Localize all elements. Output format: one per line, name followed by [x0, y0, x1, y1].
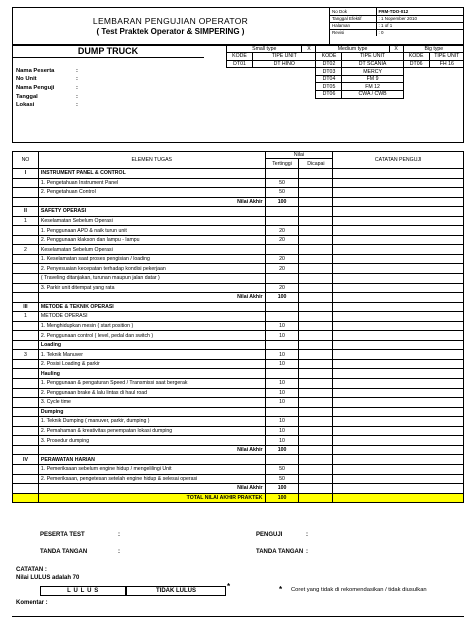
nilai-tertinggi: 10	[265, 331, 299, 341]
task-element: 1. Teknik Manuver	[38, 350, 265, 360]
nilai-dicapai-cell	[299, 188, 333, 198]
nilai-tertinggi: 10	[265, 350, 299, 360]
nilai-tertinggi: 10	[265, 379, 299, 389]
nilai-dicapai-cell	[299, 388, 333, 398]
nilai-akhir-label: Nilai Akhir	[38, 484, 265, 494]
table-row	[13, 312, 464, 322]
row-number	[13, 445, 39, 455]
field-label-nama-penguji: Nama Penguji	[16, 85, 55, 91]
nilai-dicapai-cell	[299, 235, 333, 245]
total-label: TOTAL NILAI AKHIR PRAKTEK	[38, 493, 265, 503]
docinfo-label: Tanggal Efektif	[330, 15, 376, 22]
field-colon: :	[76, 94, 78, 100]
table-row	[13, 398, 464, 408]
task-element: 2. Penggunaan klakson dan lampu - lampu	[38, 235, 265, 245]
table-row	[13, 474, 464, 484]
nilai-akhir-label: Nilai Akhir	[38, 445, 265, 455]
kode-header: KODE	[403, 53, 429, 61]
nilai-dicapai-cell	[299, 426, 333, 436]
task-element: 1. Penggunaan APD & naik turun unit	[38, 226, 265, 236]
table-row	[13, 226, 464, 236]
task-element: 2. Pemeriksaan, pengetesan setelah engine hidup & selesai operasi	[38, 474, 265, 484]
lulus-label: L U L U S	[67, 588, 99, 594]
nilai-dicapai-cell	[299, 369, 333, 379]
nilai-tertinggi: 10	[265, 436, 299, 446]
table-row	[13, 235, 464, 245]
task-element: Dumping	[38, 407, 265, 417]
nilai-tertinggi	[265, 312, 299, 322]
table-row	[13, 464, 464, 474]
table-row	[13, 407, 464, 417]
row-number	[13, 331, 39, 341]
task-element: 1. Penggunaan & pengaturan Speed / Transmissi saat bergerak	[38, 379, 265, 389]
x-mark: X	[302, 45, 316, 53]
nilai-tertinggi	[265, 369, 299, 379]
table-row	[13, 359, 464, 369]
peserta-test-label: PESERTA TEST	[40, 532, 85, 538]
task-element: 2. Pemahaman & kreativitas penempatan lokasi dumping	[38, 426, 265, 436]
medium-type-label: Medium type	[316, 45, 389, 53]
vehicle-code: DT04	[316, 75, 342, 83]
row-number	[13, 274, 39, 284]
row-number	[13, 464, 39, 474]
nilai-tertinggi	[265, 455, 299, 465]
row-number	[13, 426, 39, 436]
vehicle-code: DT06	[316, 91, 342, 99]
catatan-penguji-cell	[333, 350, 464, 360]
task-element: Loading	[38, 340, 265, 350]
nilai-dicapai-cell	[299, 484, 333, 494]
catatan-penguji-cell	[333, 188, 464, 198]
docinfo-value: : 0	[376, 29, 463, 36]
task-element: 2. Penggunaan control ( level, pedal dan switch )	[38, 331, 265, 341]
task-element: 3. Prosedur dumping	[38, 436, 265, 446]
column-header-elemen: ELEMEN TUGAS	[38, 152, 265, 169]
row-number	[13, 407, 39, 417]
nilai-tertinggi: 50	[265, 188, 299, 198]
docinfo-value: FRM-TDO-012	[376, 8, 463, 15]
catatan-penguji-cell	[333, 445, 464, 455]
row-number	[13, 226, 39, 236]
star-mark: *	[279, 585, 283, 594]
nilai-dicapai-cell	[299, 178, 333, 188]
row-number: 2	[13, 245, 39, 255]
row-number	[13, 417, 39, 427]
row-number	[13, 235, 39, 245]
tipe-unit-header: TIPE UNIT	[429, 53, 464, 61]
catatan-penguji-cell	[333, 178, 464, 188]
nilai-dicapai-cell	[299, 169, 333, 179]
nilai-dicapai-cell	[299, 293, 333, 303]
nilai-tertinggi: 20	[265, 283, 299, 293]
assessment-table	[12, 151, 464, 503]
column-header-catatan: CATATAN PENGUJI	[333, 152, 464, 169]
form-subtitle: ( Test Praktek Operator & SIMPERING )	[96, 27, 245, 36]
row-number: 1	[13, 312, 39, 322]
nilai-dicapai-cell	[299, 464, 333, 474]
row-number	[13, 369, 39, 379]
field-colon: :	[76, 68, 78, 74]
document-info-table	[330, 8, 463, 36]
tanda-tangan-peserta-label: TANDA TANGAN	[40, 549, 88, 555]
field-colon: :	[76, 76, 78, 82]
catatan-penguji-cell	[333, 216, 464, 226]
field-colon: :	[76, 85, 78, 91]
field-label-tanggal: Tanggal	[16, 94, 38, 100]
signoff-colon: :	[118, 549, 120, 555]
row-number	[13, 321, 39, 331]
catatan-penguji-cell	[333, 359, 464, 369]
penguji-label: PENGUJI	[256, 532, 283, 538]
nilai-dicapai-cell	[299, 493, 333, 503]
nilai-dicapai-cell	[299, 264, 333, 274]
tanda-tangan-penguji-label: TANDA TANGAN	[256, 549, 304, 555]
task-element: 2. Penggunaan brake & lalu lintas di haul road	[38, 388, 265, 398]
row-number	[13, 388, 39, 398]
nilai-tertinggi: 50	[265, 474, 299, 484]
task-element: 3. Cycle time	[38, 398, 265, 408]
nilai-dicapai-cell	[299, 407, 333, 417]
task-element: 2. Posisi Loading & parkir	[38, 359, 265, 369]
table-row	[13, 254, 464, 264]
vehicle-code: DT06	[403, 60, 429, 68]
nilai-dicapai-cell	[299, 197, 333, 207]
table-row	[13, 350, 464, 360]
table-row	[13, 245, 464, 255]
catatan-penguji-cell	[333, 493, 464, 503]
nilai-dicapai-cell	[299, 417, 333, 427]
nilai-tertinggi	[265, 216, 299, 226]
row-number: II	[13, 207, 39, 217]
coret-note: Coret yang tidak di rekomendasikan / tidak diusulkan	[291, 587, 427, 593]
star-mark: *	[227, 582, 231, 591]
vehicle-code: DT05	[316, 83, 342, 91]
catatan-penguji-cell	[333, 169, 464, 179]
row-number	[13, 293, 39, 303]
nilai-dicapai-cell	[299, 350, 333, 360]
table-row	[13, 493, 464, 503]
row-number	[13, 493, 39, 503]
task-element: 2. Penyesuaian kecepatan terhadap kondisi pekerjaan	[38, 264, 265, 274]
table-row	[13, 484, 464, 494]
table-row	[13, 426, 464, 436]
komentar-label: Komentar :	[16, 600, 48, 606]
row-number	[13, 474, 39, 484]
task-element: Keselamatan Sebelum Operasi	[38, 216, 265, 226]
catatan-penguji-cell	[333, 474, 464, 484]
nilai-dicapai-cell	[299, 245, 333, 255]
nilai-tertinggi: 10	[265, 388, 299, 398]
column-header-tertinggi: Tertinggi	[265, 159, 299, 169]
catatan-penguji-cell	[333, 426, 464, 436]
vehicle-unit-type: FH 16	[429, 60, 464, 68]
table-row	[13, 207, 464, 217]
vehicle-unit-type: MERCY	[342, 68, 403, 76]
table-row	[13, 379, 464, 389]
row-number	[13, 264, 39, 274]
table-row	[13, 197, 464, 207]
row-number	[13, 359, 39, 369]
tipe-unit-header: TIPE UNIT	[342, 53, 403, 61]
table-row	[13, 436, 464, 446]
table-row	[13, 302, 464, 312]
docinfo-value: : 1 of 1	[376, 22, 463, 29]
table-row	[13, 274, 464, 284]
catatan-penguji-cell	[333, 455, 464, 465]
vehicle-code: DT02	[316, 60, 342, 68]
vehicle-unit-type: CWA / CWB	[342, 91, 403, 99]
catatan-penguji-cell	[333, 340, 464, 350]
catatan-penguji-cell	[333, 464, 464, 474]
column-header-nilai: Nilai	[265, 152, 333, 159]
catatan-penguji-cell	[333, 417, 464, 427]
table-row	[13, 369, 464, 379]
nilai-dicapai-cell	[299, 226, 333, 236]
small-type-label: Small type	[227, 45, 302, 53]
nilai-dicapai-cell	[299, 474, 333, 484]
nilai-dicapai-cell	[299, 302, 333, 312]
catatan-label: CATATAN :	[16, 567, 47, 573]
field-colon: :	[76, 102, 78, 108]
task-element: 1. Teknik Dumping ( manuver, parkir, dumping )	[38, 417, 265, 427]
table-row	[13, 293, 464, 303]
nilai-tertinggi: 20	[265, 226, 299, 236]
row-number	[13, 436, 39, 446]
nilai-lulus-note: Nilai LULUS adalah 70	[16, 575, 80, 581]
nilai-tertinggi: 100	[265, 293, 299, 303]
nilai-akhir-label: Nilai Akhir	[38, 293, 265, 303]
row-number	[13, 178, 39, 188]
task-element: SAFETY OPERASI	[38, 207, 265, 217]
komentar-line	[12, 616, 464, 617]
nilai-dicapai-cell	[299, 254, 333, 264]
nilai-tertinggi	[265, 407, 299, 417]
catatan-penguji-cell	[333, 302, 464, 312]
tidak-lulus-label: TIDAK LULUS	[156, 588, 196, 594]
table-row	[13, 321, 464, 331]
row-number: III	[13, 302, 39, 312]
nilai-tertinggi: 10	[265, 426, 299, 436]
form-title: LEMBARAN PENGUJIAN OPERATOR	[92, 16, 249, 26]
row-number	[13, 484, 39, 494]
nilai-tertinggi: 10	[265, 398, 299, 408]
catatan-penguji-cell	[333, 235, 464, 245]
table-row	[13, 216, 464, 226]
x-mark: X	[389, 45, 403, 53]
field-label-no-unit: No Unit	[16, 76, 37, 82]
signoff-colon: :	[118, 532, 120, 538]
nilai-tertinggi: 50	[265, 464, 299, 474]
docinfo-value: : 1 Nopember 2010	[376, 15, 463, 22]
signoff-colon: :	[306, 532, 308, 538]
catatan-penguji-cell	[333, 274, 464, 284]
row-number: 3	[13, 350, 39, 360]
task-element: Keselamatan Sebelum Operasi	[38, 245, 265, 255]
row-number: I	[13, 169, 39, 179]
catatan-penguji-cell	[333, 331, 464, 341]
kode-header: KODE	[316, 53, 342, 61]
task-element: ( Traveling ditanjakan, turunan maupun jalan datar )	[38, 274, 265, 284]
catatan-penguji-cell	[333, 226, 464, 236]
field-label-lokasi: Lokasi	[16, 102, 35, 108]
catatan-penguji-cell	[333, 207, 464, 217]
task-element: 1. Pemeriksaan sebelum engine hidup / mengelilingi Unit	[38, 464, 265, 474]
tipe-unit-header: TIPE UNIT	[253, 53, 316, 61]
catatan-penguji-cell	[333, 407, 464, 417]
nilai-dicapai-cell	[299, 340, 333, 350]
task-element: METODE & TEKNIK OPERASI	[38, 302, 265, 312]
task-element: 2. Pengetahuan Control	[38, 188, 265, 198]
catatan-penguji-cell	[333, 197, 464, 207]
task-element: 1. Keselamatan saat proses pengisian / loading	[38, 254, 265, 264]
nilai-tertinggi: 100	[265, 484, 299, 494]
row-number	[13, 283, 39, 293]
table-row	[13, 445, 464, 455]
table-row	[13, 388, 464, 398]
row-number	[13, 254, 39, 264]
column-header-no: NO	[13, 152, 39, 169]
task-element: INSTRUMENT PANEL & CONTROL	[38, 169, 265, 179]
nilai-dicapai-cell	[299, 283, 333, 293]
catatan-penguji-cell	[333, 388, 464, 398]
nilai-tertinggi	[265, 245, 299, 255]
nilai-tertinggi: 50	[265, 178, 299, 188]
nilai-tertinggi	[265, 302, 299, 312]
catatan-penguji-cell	[333, 484, 464, 494]
table-row	[13, 417, 464, 427]
task-element: 1. Pengetahuan Instrument Panel	[38, 178, 265, 188]
vehicle-unit-type: FM 12	[342, 83, 403, 91]
signoff-colon: :	[306, 549, 308, 555]
catatan-penguji-cell	[333, 379, 464, 389]
nilai-tertinggi	[265, 340, 299, 350]
nilai-dicapai-cell	[299, 445, 333, 455]
vehicle-unit-type: FM 9	[342, 75, 403, 83]
column-header-dicapai: Dicapai	[299, 159, 333, 169]
nilai-tertinggi	[265, 169, 299, 179]
nilai-tertinggi: 10	[265, 417, 299, 427]
nilai-dicapai-cell	[299, 398, 333, 408]
nilai-tertinggi: 20	[265, 264, 299, 274]
vehicle-name-underline	[12, 57, 204, 58]
catatan-penguji-cell	[333, 398, 464, 408]
table-row	[13, 169, 464, 179]
assessment-table-body	[13, 169, 464, 503]
task-element: Hauling	[38, 369, 265, 379]
catatan-penguji-cell	[333, 254, 464, 264]
nilai-dicapai-cell	[299, 379, 333, 389]
docinfo-label: Revisi	[330, 29, 376, 36]
table-row	[13, 455, 464, 465]
row-number	[13, 398, 39, 408]
field-label-nama-peserta: Nama Peserta	[16, 68, 55, 74]
kode-header: KODE	[227, 53, 253, 61]
nilai-dicapai-cell	[299, 331, 333, 341]
nilai-dicapai-cell	[299, 455, 333, 465]
vehicle-name: DUMP TRUCK	[77, 46, 139, 56]
task-element: METODE OPERASI	[38, 312, 265, 322]
task-element: 3. Parkir unit ditempat yang rata	[38, 283, 265, 293]
nilai-dicapai-cell	[299, 321, 333, 331]
nilai-tertinggi: 20	[265, 254, 299, 264]
docinfo-label: Halaman	[330, 22, 376, 29]
nilai-tertinggi: 10	[265, 321, 299, 331]
catatan-penguji-cell	[333, 293, 464, 303]
vehicle-unit-type: DT HINO	[253, 60, 316, 68]
nilai-akhir-label: Nilai Akhir	[38, 197, 265, 207]
catatan-penguji-cell	[333, 283, 464, 293]
vehicle-code: DT01	[227, 60, 253, 68]
catatan-penguji-cell	[333, 436, 464, 446]
nilai-tertinggi	[265, 274, 299, 284]
table-row	[13, 340, 464, 350]
nilai-tertinggi: 20	[265, 235, 299, 245]
table-row	[13, 283, 464, 293]
big-type-label: Big type	[403, 45, 464, 53]
vehicle-type-table	[226, 45, 464, 99]
nilai-tertinggi: 100	[265, 445, 299, 455]
nilai-dicapai-cell	[299, 274, 333, 284]
catatan-penguji-cell	[333, 321, 464, 331]
table-row	[13, 264, 464, 274]
row-number	[13, 379, 39, 389]
nilai-tertinggi: 10	[265, 359, 299, 369]
vehicle-code: DT03	[316, 68, 342, 76]
table-row	[13, 188, 464, 198]
nilai-dicapai-cell	[299, 312, 333, 322]
nilai-dicapai-cell	[299, 207, 333, 217]
row-number: 1	[13, 216, 39, 226]
nilai-dicapai-cell	[299, 436, 333, 446]
nilai-tertinggi	[265, 207, 299, 217]
docinfo-label: No Dok	[330, 8, 376, 15]
vehicle-unit-type: DT SCANIA	[342, 60, 403, 68]
task-element: PERAWATAN HARIAN	[38, 455, 265, 465]
nilai-tertinggi: 100	[265, 493, 299, 503]
row-number	[13, 340, 39, 350]
catatan-penguji-cell	[333, 369, 464, 379]
catatan-penguji-cell	[333, 264, 464, 274]
row-number: IV	[13, 455, 39, 465]
row-number	[13, 188, 39, 198]
row-number	[13, 197, 39, 207]
task-element: 1. Menghidupkan mesin ( start position )	[38, 321, 265, 331]
catatan-penguji-cell	[333, 245, 464, 255]
nilai-dicapai-cell	[299, 216, 333, 226]
table-row	[13, 331, 464, 341]
catatan-penguji-cell	[333, 312, 464, 322]
nilai-tertinggi: 100	[265, 197, 299, 207]
nilai-dicapai-cell	[299, 359, 333, 369]
table-row	[13, 178, 464, 188]
